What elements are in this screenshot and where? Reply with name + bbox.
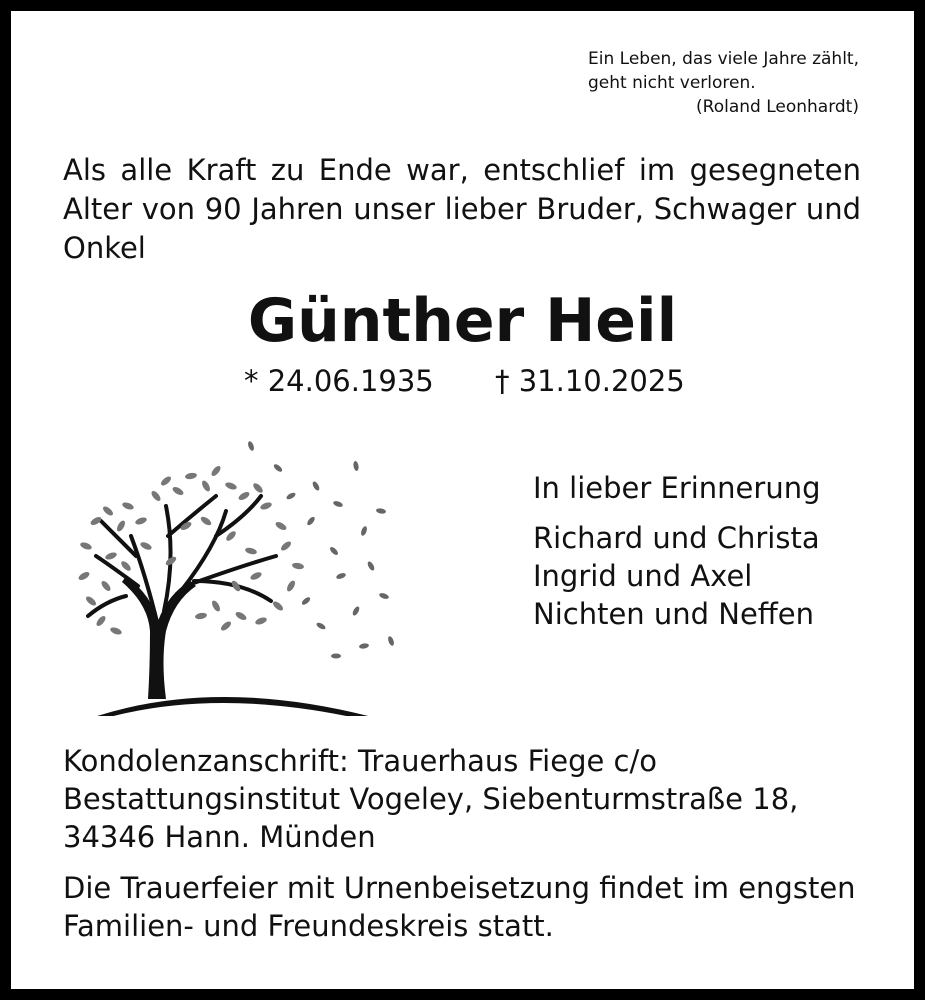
obituary-notice xyxy=(11,11,914,989)
address-line: Bestattungsinstitut Vogeley, Siebenturmstraße 18, xyxy=(63,782,799,816)
ceremony-line: Familien- und Freundeskreis statt. xyxy=(63,909,554,943)
ceremony-notice xyxy=(63,869,861,945)
address-line: Kondolenzanschrift: Trauerhaus Fiege c/o xyxy=(63,744,658,778)
ceremony-line: Die Trauerfeier mit Urnenbeisetzung findet im engsten xyxy=(63,871,856,905)
signer: Richard und Christa xyxy=(533,521,820,555)
signers-list xyxy=(533,519,821,633)
quote-line: Ein Leben, das viele Jahre zählt, xyxy=(588,49,859,69)
intro-text: Als alle Kraft zu Ende war, entschlief im gesegneten Alter von 90 Jahren unser lieber Bruder, Schwager und Onkel xyxy=(63,153,861,265)
signer: Ingrid und Axel xyxy=(533,559,753,593)
birth-date: * 24.06.1935 xyxy=(244,364,434,398)
condolence-address xyxy=(63,742,861,856)
address-line: 34346 Hann. Münden xyxy=(63,820,376,854)
deceased-name: Günther Heil xyxy=(247,286,678,356)
death-date: † 31.10.2025 xyxy=(495,364,685,398)
memory-heading: In lieber Erinnerung xyxy=(533,471,821,505)
memory-section xyxy=(533,469,821,633)
quote-line: geht nicht verloren. xyxy=(588,73,756,93)
epigraph-quote xyxy=(588,47,859,119)
quote-author: (Roland Leonhardt) xyxy=(696,97,859,117)
tree-with-falling-leaves-icon xyxy=(66,426,396,716)
signer: Nichten und Neffen xyxy=(533,597,815,631)
